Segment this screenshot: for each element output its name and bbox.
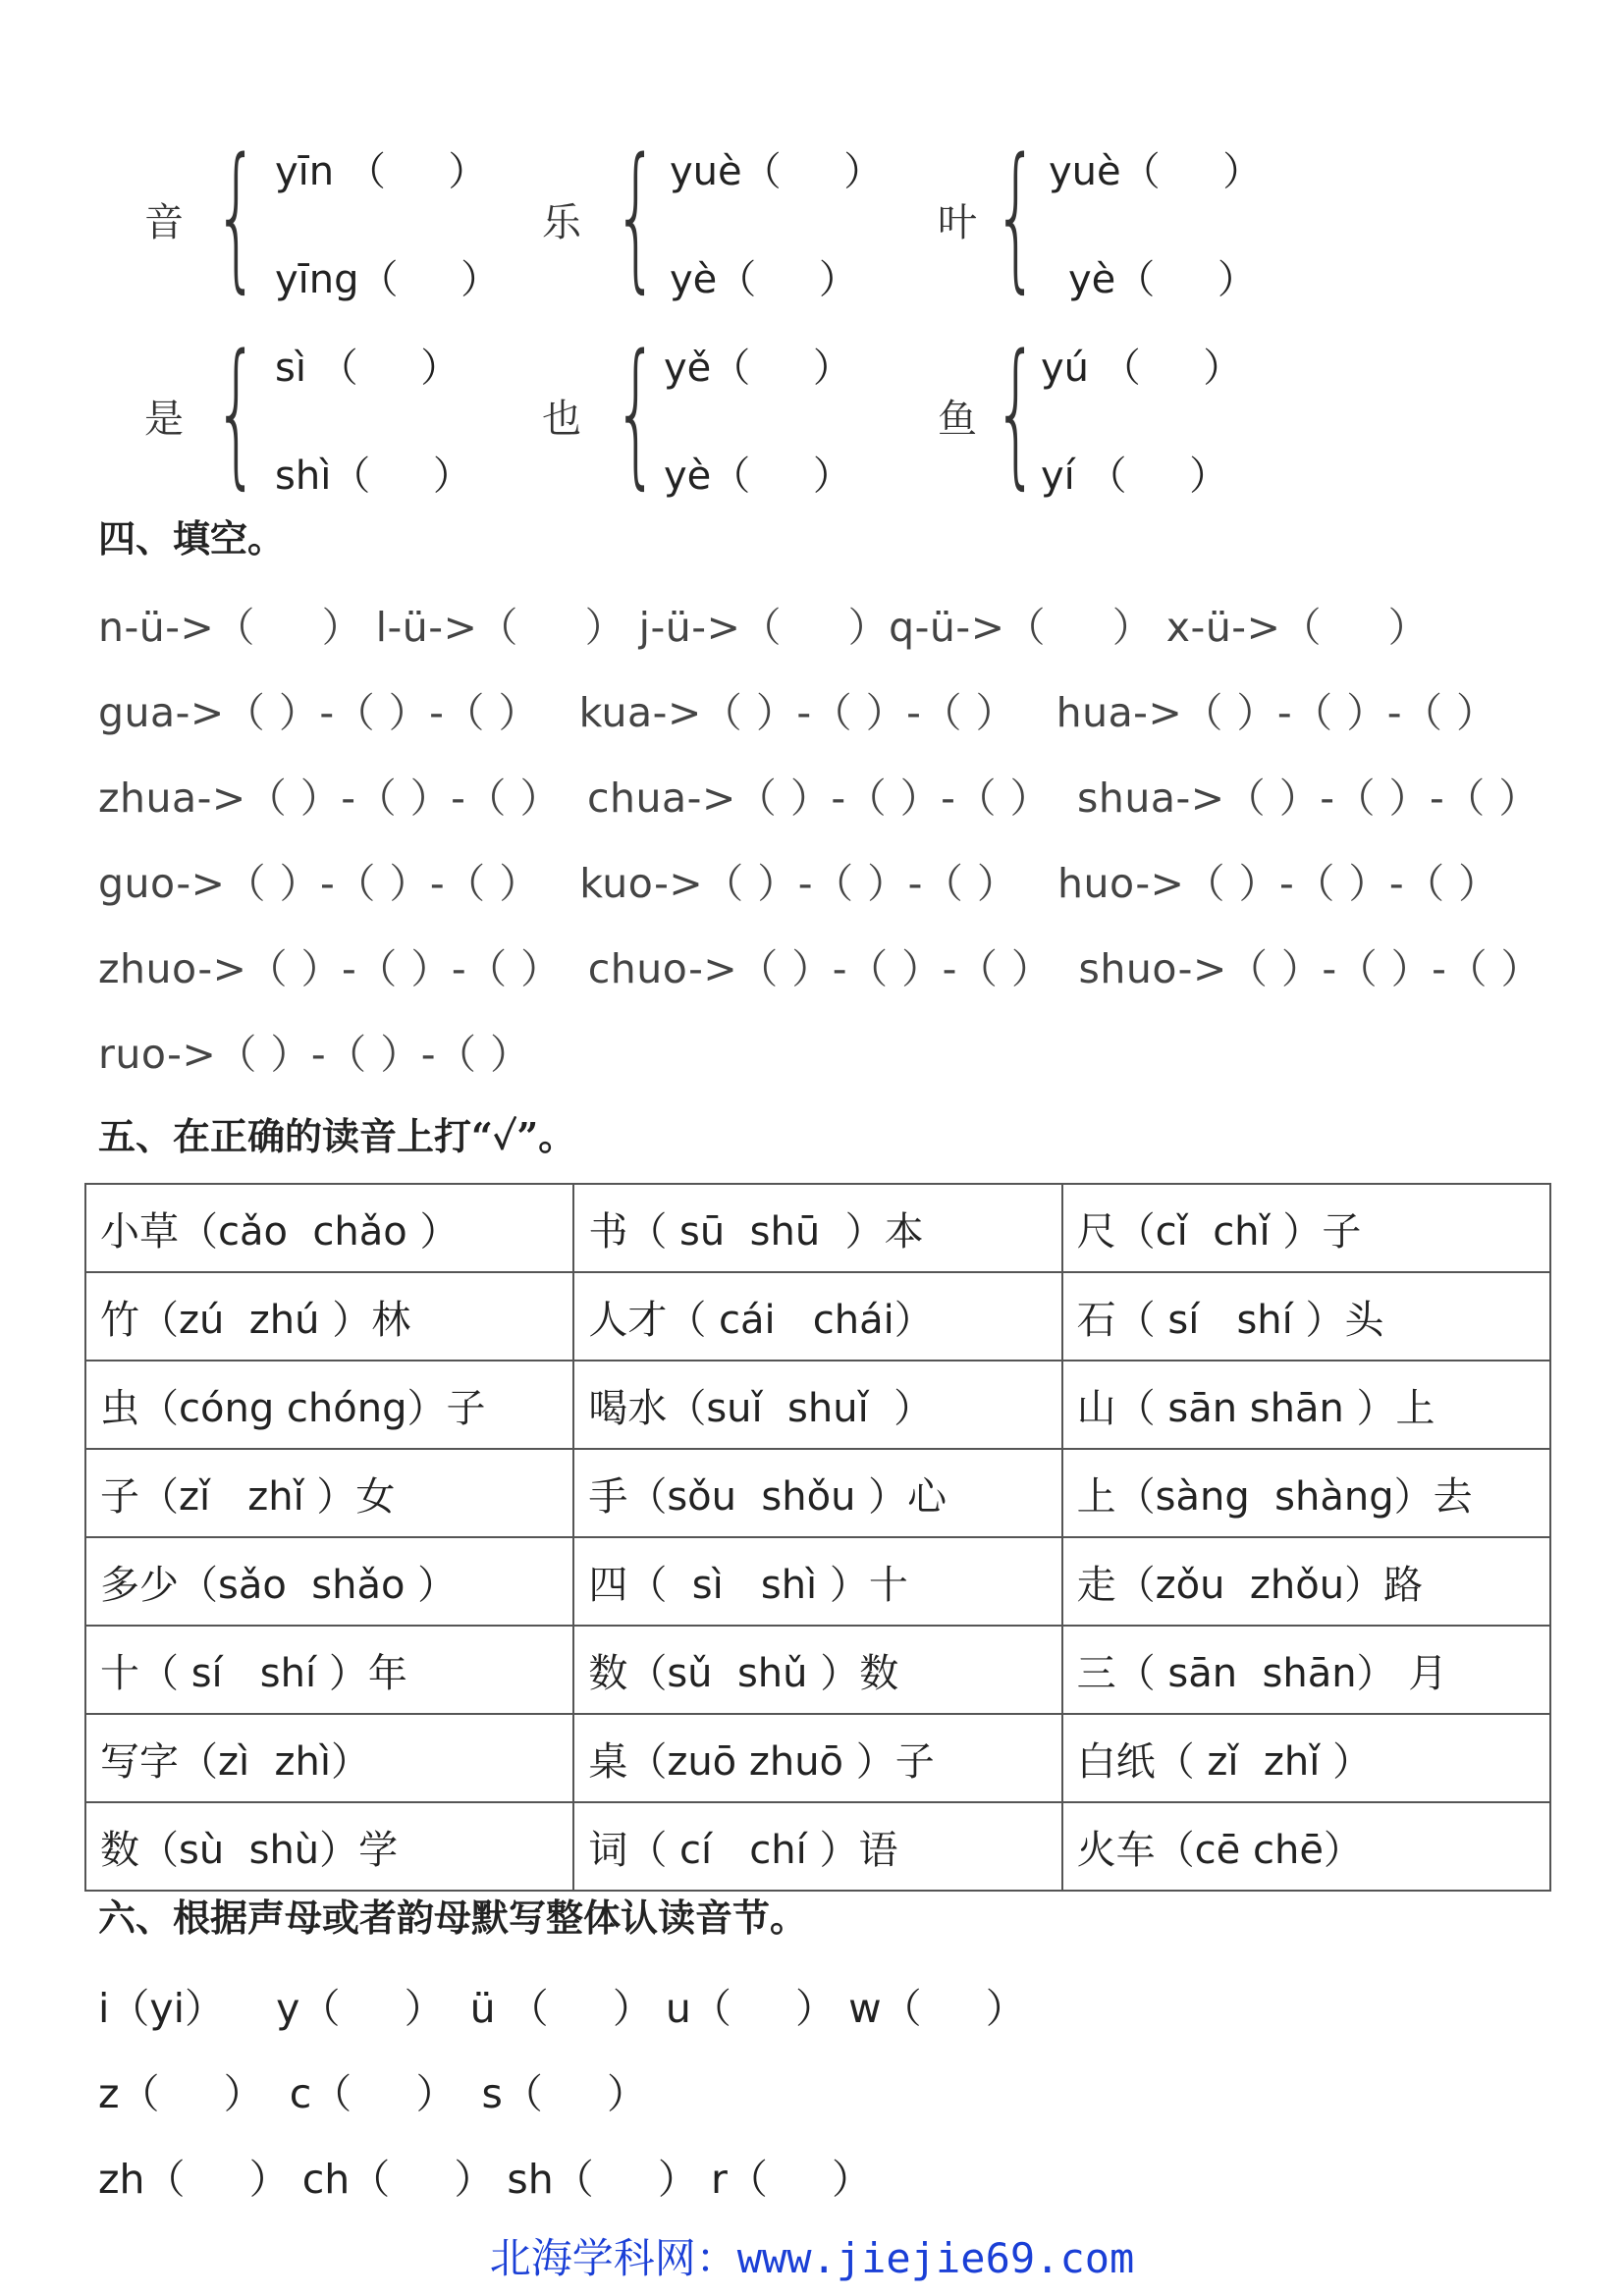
write-line: i（yi） y（ ） ü （ ） u（ ） w（ ） — [98, 1985, 1026, 2032]
table-cell: 书（ sū shū ）本 — [573, 1184, 1061, 1272]
footer-watermark — [0, 2226, 1624, 2285]
fill-in-line: zhua->（ ）-（ ）-（ ） chua->（ ）-（ ）-（ ） shua->（ ）-（ ）-（ ） — [98, 774, 1540, 822]
reading-option: yè（ ） — [1068, 257, 1257, 302]
reading-option: yuè（ ） — [1049, 149, 1263, 194]
polyphone-char: 是 — [144, 397, 184, 442]
footer-url[interactable]: www.jiejie69.com — [736, 2234, 1135, 2282]
table-row — [85, 1272, 1550, 1361]
brace-glyph: { — [614, 320, 659, 504]
table-cell: 数（sǔ shǔ ）数 — [573, 1626, 1061, 1714]
table-cell: 尺（cǐ chǐ ）子 — [1062, 1184, 1550, 1272]
reading-option: yí （ ） — [1041, 454, 1229, 499]
polyphone-char: 乐 — [542, 200, 581, 245]
polyphone-char: 叶 — [938, 200, 977, 245]
brace-glyph: { — [994, 320, 1039, 504]
table-cell: 竹（zú zhú ）林 — [85, 1272, 573, 1361]
reading-option: shì（ ） — [275, 454, 472, 499]
brace-glyph: { — [214, 124, 259, 307]
brace-glyph: { — [214, 320, 259, 504]
write-line: z（ ） c（ ） s（ ） — [98, 2070, 648, 2117]
table-cell: 人才（ cái chái） — [573, 1272, 1061, 1361]
table-cell: 数（sù shù）学 — [85, 1802, 573, 1891]
write-line: zh（ ） ch（ ） sh（ ） r（ ） — [98, 2156, 872, 2203]
table-cell: 十（ sí shí ）年 — [85, 1626, 573, 1714]
section-4-heading: 四、填空。 — [98, 516, 286, 561]
brace-glyph: { — [994, 124, 1039, 307]
table-cell: 手（sǒu shǒu ）心 — [573, 1449, 1061, 1537]
table-cell: 火车（cē chē） — [1062, 1802, 1550, 1891]
reading-option: yě（ ） — [664, 346, 852, 391]
pronunciation-table — [84, 1183, 1551, 1892]
table-cell: 喝水（suǐ shuǐ ） — [573, 1361, 1061, 1449]
table-cell: 石（ sí shí ）头 — [1062, 1272, 1550, 1361]
reading-option: yú （ ） — [1041, 346, 1243, 391]
table-cell: 山（ sān shān ）上 — [1062, 1361, 1550, 1449]
table-cell: 多少（sǎo shǎo ） — [85, 1537, 573, 1626]
table-row — [85, 1537, 1550, 1626]
reading-option: yīn （ ） — [275, 149, 488, 194]
table-row — [85, 1449, 1550, 1537]
table-cell: 子（zǐ zhǐ ）女 — [85, 1449, 573, 1537]
polyphone-char: 音 — [144, 200, 184, 245]
table-cell: 上（sàng shàng）去 — [1062, 1449, 1550, 1537]
table-row — [85, 1802, 1550, 1891]
reading-option: yè（ ） — [670, 257, 858, 302]
polyphone-char: 也 — [542, 397, 581, 442]
brace-glyph: { — [614, 124, 659, 307]
reading-option: sì （ ） — [275, 346, 460, 391]
fill-in-line: n-ü->（ ） l-ü->（ ） j-ü->（ ）q-ü->（ ） x-ü->（ ） — [98, 604, 1430, 651]
reading-option: yīng（ ） — [275, 257, 501, 302]
table-cell: 桌（zuō zhuō ）子 — [573, 1714, 1061, 1802]
reading-option: yuè（ ） — [670, 149, 884, 194]
reading-option: yè（ ） — [664, 454, 852, 499]
fill-in-line: zhuo->（ ）-（ ）-（ ） chuo->（ ）-（ ）-（ ） shuo->（ ）-（ ）-（ ） — [98, 945, 1543, 992]
table-cell: 走（zǒu zhǒu）路 — [1062, 1537, 1550, 1626]
section-6-heading: 六、根据声母或者韵母默写整体认读音节。 — [98, 1896, 808, 1940]
footer-site-name: 北海学科网： — [489, 2234, 737, 2282]
table-cell: 写字（zì zhì） — [85, 1714, 573, 1802]
table-cell: 四（ sì shì ）十 — [573, 1537, 1061, 1626]
table-cell: 小草（cǎo chǎo ） — [85, 1184, 573, 1272]
table-row — [85, 1184, 1550, 1272]
table-cell: 三（ sān shān） 月 — [1062, 1626, 1550, 1714]
table-cell: 词（ cí chí ）语 — [573, 1802, 1061, 1891]
table-cell: 虫（cóng chóng）子 — [85, 1361, 573, 1449]
fill-in-line: guo->（ ）-（ ）-（ ） kuo->（ ）-（ ）-（ ） huo->（ ）-（ ）-（ ） — [98, 860, 1499, 907]
fill-in-line: ruo->（ ）-（ ）-（ ） — [98, 1031, 531, 1078]
table-row — [85, 1361, 1550, 1449]
fill-in-line: gua->（ ）-（ ）-（ ） kua->（ ）-（ ）-（ ） hua->（ ）-（ ）-（ ） — [98, 689, 1497, 736]
table-row — [85, 1626, 1550, 1714]
table-row — [85, 1714, 1550, 1802]
polyphone-char: 鱼 — [938, 397, 977, 442]
section-5-heading: 五、在正确的读音上打“✓”。 — [98, 1114, 576, 1158]
table-cell: 白纸（ zǐ zhǐ ） — [1062, 1714, 1550, 1802]
